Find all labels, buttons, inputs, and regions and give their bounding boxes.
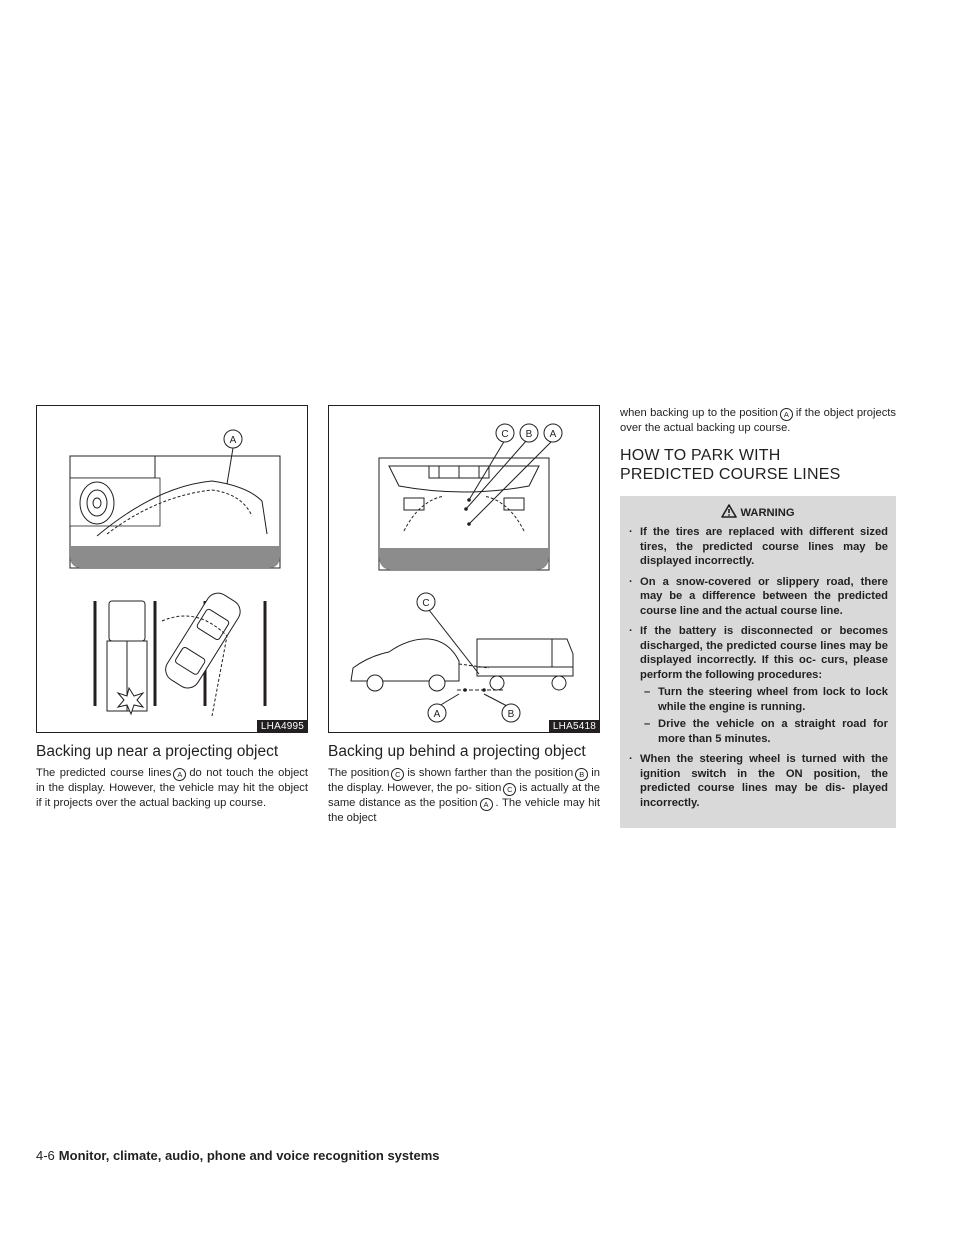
procedure-item: – Turn the steering wheel from lock to lock while the engine is running. <box>640 685 888 714</box>
warning-item-text: If the battery is disconnected or becomes discharged, the predicted course lines may be displayed incorrectly. If this oc- curs, please perform the following procedures: <box>640 625 888 681</box>
procedure-list <box>640 685 888 746</box>
section-heading-line-1: HOW TO PARK WITH <box>620 447 781 464</box>
page-number: 4-6 <box>36 1148 55 1163</box>
warning-triangle-icon <box>721 504 737 518</box>
marker-a-icon: A <box>780 408 793 421</box>
marker-c-icon: C <box>503 783 516 796</box>
callout-c-side-label: C <box>422 598 430 609</box>
text: when backing up to the position <box>620 407 778 419</box>
figure-behind-projecting-object <box>328 405 600 733</box>
warning-label: WARNING <box>740 507 795 519</box>
marker-a-icon: A <box>173 768 186 781</box>
text: The position <box>328 767 390 779</box>
warning-item: · When the steering wheel is turned with the ignition switch in the ON position, the predicted course lines may be dis- played incorrectly. <box>628 752 888 810</box>
text: is actually at the same distance as the position <box>328 782 600 809</box>
paragraph-behind-projecting-object <box>328 766 600 826</box>
procedure-item: – Drive the vehicle on a straight road for more than 5 minutes. <box>640 717 888 746</box>
warning-box <box>620 496 896 828</box>
chapter-title: Monitor, climate, audio, phone and voice recognition systems <box>58 1148 440 1163</box>
text: The predicted course lines <box>36 767 172 779</box>
section-heading <box>620 446 896 484</box>
callout-c-label: C <box>501 429 509 440</box>
paragraph-continued <box>620 406 896 436</box>
heading-behind-projecting-object: Backing up behind a projecting object <box>328 743 586 760</box>
text: . The vehicle may hit the object <box>328 797 600 824</box>
figure-code: LHA4995 <box>257 720 307 733</box>
section-heading-line-2: PREDICTED COURSE LINES <box>620 466 841 483</box>
page-footer <box>36 1148 439 1163</box>
callout-b-side-label: B <box>507 709 515 720</box>
marker-b-icon: B <box>575 768 588 781</box>
column-3 <box>620 406 896 828</box>
text: is shown farther than the position <box>407 767 574 779</box>
column-2 <box>328 405 600 826</box>
marker-c-icon: C <box>391 768 404 781</box>
warning-list <box>628 525 888 810</box>
callout-a-side-label: A <box>433 709 441 720</box>
warning-item: · If the tires are replaced with different sized tires, the predicted course lines may be displayed incorrectly. <box>628 525 888 569</box>
column-1 <box>36 405 308 811</box>
behind-projecting-object-illustration <box>329 406 599 732</box>
figure-projecting-object <box>36 405 308 733</box>
warning-item <box>628 624 888 746</box>
marker-a-icon: A <box>480 798 493 811</box>
text: do not touch the object in the display. However, the vehicle may hit the object if it projects over the actual backing up course. <box>36 767 309 809</box>
warning-header <box>628 504 888 519</box>
callout-a-label: A <box>229 435 237 446</box>
text: if the object projects over the actual backing up course. <box>620 407 897 434</box>
warning-item: · On a snow-covered or slippery road, there may be a difference between the predicted course line and the actual course line. <box>628 575 888 619</box>
projecting-object-illustration <box>37 406 307 732</box>
callout-b-label: B <box>525 429 533 440</box>
figure-code: LHA5418 <box>549 720 599 733</box>
text: in the display. However, the po- sition <box>328 767 600 794</box>
heading-projecting-object: Backing up near a projecting object <box>36 743 279 760</box>
callout-a-label: A <box>549 429 557 440</box>
paragraph-projecting-object <box>36 766 308 811</box>
